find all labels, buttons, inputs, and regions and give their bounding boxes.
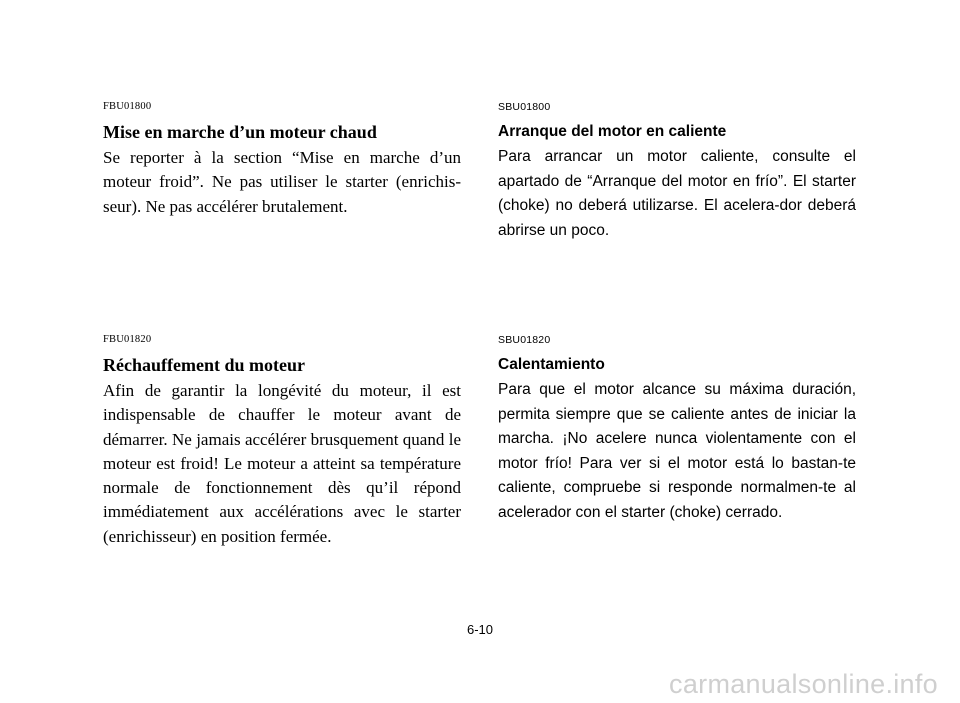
es-section-hot-start (498, 101, 856, 243)
section-title: Calentamiento (498, 356, 605, 373)
fr-section-warm-up (103, 334, 461, 549)
es-section-warm-up (498, 334, 856, 525)
section-body: Para que el motor alcance su máxima duración, permita siempre que se caliente antes de iniciar la marcha. ¡No acelere nunca violentamente con el motor frío! Para ver si el motor está lo bastan-te caliente, compruebe si responde normalmen-te al acelerador con el starter (choke) cerrado. (498, 381, 856, 521)
fr-section-hot-start (103, 101, 461, 219)
watermark: carmanualsonline.info (669, 669, 938, 699)
section-body: Se reporter à la section “Mise en marche d’un moteur froid”. Ne pas utiliser le starter (enrichis-seur). Ne pas accélérer brutalement. (103, 148, 461, 216)
section-code: FBU01800 (103, 101, 152, 112)
section-title: Mise en marche d’un moteur chaud (103, 122, 377, 142)
page-number: 6-10 (466, 622, 494, 637)
section-body: Afin de garantir la longévité du moteur, il est indispensable de chauffer le moteur avant de démarrer. Ne jamais accélérer brusquement quand le moteur est froid! Le moteur a atteint sa température normale de fonctionnement dès qu’il répond immédiatement aux accélérations avec le starter (enrichisseur) en position fermée. (103, 381, 461, 546)
section-code: SBU01800 (498, 101, 551, 113)
section-code: FBU01820 (103, 334, 152, 345)
section-body: Para arrancar un motor caliente, consulte el apartado de “Arranque del motor en frío”. El starter (choke) no deberá utilizarse. El acelera-dor deberá abrirse un poco. (498, 148, 856, 239)
section-title: Réchauffement du moteur (103, 355, 305, 375)
section-code: SBU01820 (498, 334, 551, 346)
section-title: Arranque del motor en caliente (498, 123, 727, 140)
